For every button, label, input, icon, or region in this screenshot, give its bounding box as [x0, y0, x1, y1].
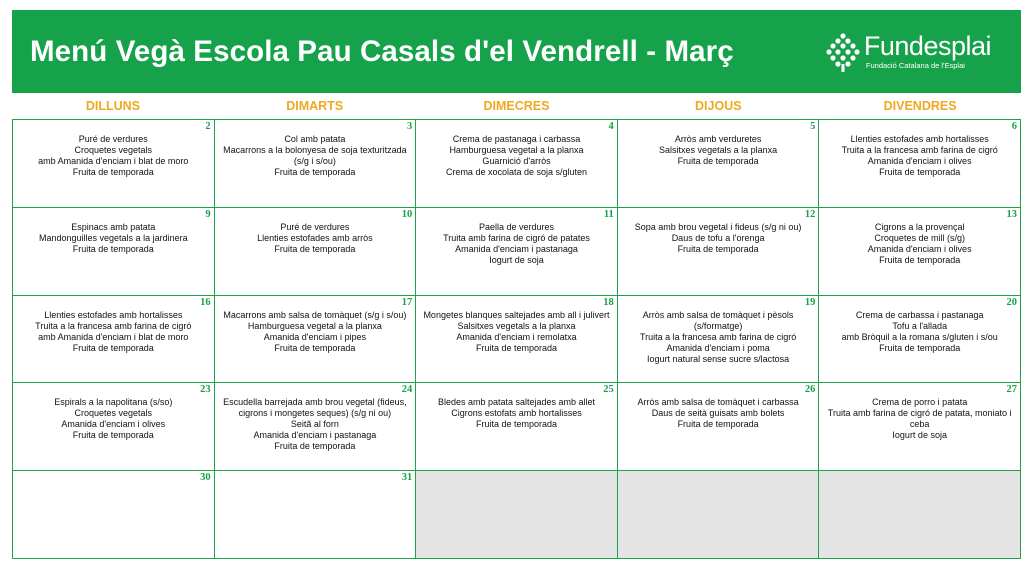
dish-item: Hamburguesa vegetal a la planxa	[247, 320, 382, 331]
day-cell	[819, 208, 1021, 296]
dish-item: Crema de carbassa i pastanaga	[855, 309, 984, 320]
day-cell	[215, 296, 417, 384]
dish-item: Fruita de temporada	[879, 254, 961, 265]
dish-item: Cigrons a la provençal	[874, 221, 965, 232]
day-number: 23	[200, 384, 211, 396]
dish-item: Arròs amb verduretes	[674, 134, 762, 144]
day-number: 30	[200, 472, 211, 484]
dish-item: Amanida d'enciam i olives	[867, 243, 972, 254]
dish-item: Amanida d'enciam i poma	[666, 342, 770, 353]
menu-calendar-grid	[12, 119, 1021, 559]
dish-item: Daus de tofu a l'orenga	[671, 232, 765, 243]
dish-item: Amanida d'enciam i pastanaga	[455, 243, 578, 254]
dish-item: Fruita de temporada	[274, 342, 356, 353]
day-cell	[416, 208, 618, 296]
dish-item: Truita amb farina de cigró de patata, moniato i ceba	[827, 408, 1012, 430]
dish-item: Croquetes vegetals	[74, 408, 153, 419]
dish-item: Truita a la francesa amb farina de cigró	[35, 320, 192, 331]
dish-item: Bledes amb patata saltejades amb allet	[437, 397, 596, 408]
dish-item: Croquetes de mill (s/g)	[874, 232, 965, 243]
day-cell	[618, 296, 820, 384]
weekday-label: DIMARTS	[286, 99, 344, 113]
dish-item: Sopa amb brou vegetal i fideus (s/g ni ou)	[634, 221, 802, 232]
dish-item: Fruita de temporada	[274, 167, 356, 177]
dish-item: Fruita de temporada	[72, 167, 154, 177]
day-number: 25	[603, 384, 614, 396]
dish-item: Iogurt de soja	[892, 430, 947, 441]
page-title: Menú Vegà Escola Pau Casals d'el Vendrell - Març	[30, 34, 734, 68]
dish-item: Espinacs amb patata	[71, 221, 156, 232]
dish-item: Fruita de temporada	[677, 419, 759, 430]
dish-item: Truita a la francesa amb farina de cigró	[841, 145, 998, 155]
day-number: 13	[1006, 208, 1017, 220]
day-number: 9	[205, 208, 211, 220]
day-cell	[13, 208, 215, 296]
day-cell	[416, 383, 618, 471]
dish-item: Iogurt natural sense sucre s/lactosa	[647, 353, 790, 364]
day-cell	[13, 296, 215, 384]
dish-item: Paella de verdures	[478, 221, 555, 232]
day-number: 18	[603, 296, 614, 308]
dish-item: Amanida d'enciam i olives	[867, 156, 972, 166]
dish-item: Fruita de temporada	[475, 419, 558, 430]
dish-item: Cigrons estofats amb hortalisses	[451, 408, 582, 419]
day-number: 20	[1006, 296, 1017, 308]
day-cell	[13, 471, 215, 559]
dish-item: Amanida d'enciam i olives	[61, 419, 166, 430]
day-cell	[416, 296, 618, 384]
logo-name: Fundesplai	[863, 31, 991, 62]
dish-item: Fruita de temporada	[274, 243, 356, 254]
dish-item: Amanida d'enciam i pipes	[263, 331, 367, 342]
day-number: 19	[804, 296, 816, 308]
dish-item: Fruita de temporada	[274, 441, 356, 452]
day-number: 12	[804, 208, 816, 220]
day-cell	[215, 120, 417, 208]
dish-item: Llenties estofades amb hortalisses	[850, 134, 989, 144]
dish-item: Amanida d'enciam i remolatxa	[456, 331, 577, 342]
day-number: 17	[401, 296, 413, 308]
dish-item: Tofu a l'allada	[892, 320, 948, 331]
dish-item: Fruita de temporada	[677, 243, 759, 254]
dish-item: Hamburguesa vegetal a la planxa	[449, 145, 584, 155]
weekday-header-row	[12, 95, 1021, 119]
day-cell	[416, 120, 618, 208]
dish-item: Daus de seità guisats amb bolets	[651, 408, 785, 419]
tree-icon	[824, 32, 862, 72]
empty-day-cell	[618, 471, 820, 559]
dish-item: Crema de pastanaga i carbassa	[452, 134, 581, 144]
day-cell	[215, 471, 417, 559]
dish-item: Iogurt de soja	[489, 254, 544, 265]
day-cell	[618, 120, 820, 208]
dish-item: Macarrons a la bolonyesa de soja texturitzada (s/g i s/ou)	[223, 145, 407, 166]
day-cell	[819, 120, 1021, 208]
dish-item: Col amb patata	[284, 134, 346, 144]
day-cell	[215, 383, 417, 471]
weekday-label: DIVENDRES	[883, 99, 957, 113]
day-number: 31	[401, 472, 413, 484]
dish-item: Guarnició d'arròs	[482, 156, 551, 166]
logo-subtitle: Fundació Catalana de l'Esplai	[865, 61, 965, 71]
dish-item: Escudella barrejada amb brou vegetal (fideus, cigrons i mongetes seques) (s/g ni ou)	[223, 397, 407, 419]
dish-item: Crema de porro i patata	[872, 397, 968, 408]
dish-item: Fruita de temporada	[879, 167, 961, 177]
day-cell	[618, 383, 820, 471]
fundesplai-logo	[824, 32, 991, 72]
day-cell	[13, 383, 215, 471]
day-cell	[618, 208, 820, 296]
dish-item: Fruita de temporada	[72, 430, 154, 441]
dish-item: Crema de xocolata de soja s/gluten	[445, 167, 588, 177]
day-number: 10	[401, 208, 413, 220]
day-cell	[819, 383, 1021, 471]
weekday-label: DILLUNS	[85, 99, 140, 113]
weekday-label: DIJOUS	[695, 99, 742, 113]
day-number: 24	[401, 384, 413, 396]
day-cell	[819, 296, 1021, 384]
day-number: 6	[1011, 121, 1017, 132]
dish-item: Amanida d'enciam i pastanaga	[253, 430, 377, 441]
day-number: 4	[608, 121, 614, 132]
day-cell	[215, 208, 417, 296]
dish-item: amb Bròquil a la romana s/gluten i s/ou	[841, 331, 998, 342]
empty-day-cell	[416, 471, 618, 559]
header-banner	[12, 10, 1021, 93]
day-cell	[13, 120, 215, 208]
dish-item: Mongetes blanques saltejades amb all i julivert	[423, 309, 610, 320]
day-number: 26	[804, 384, 816, 396]
day-number: 2	[205, 121, 211, 132]
dish-item: Llenties estofades amb arròs	[257, 232, 373, 243]
day-number: 5	[810, 121, 816, 132]
weekday-label: DIMECRES	[483, 99, 550, 113]
dish-item: Fruita de temporada	[72, 243, 154, 254]
dish-item: Truita a la francesa amb farina de cigró	[639, 331, 797, 342]
dish-item: amb Amanida d'enciam i blat de moro	[38, 156, 189, 166]
dish-item: Truita amb farina de cigró de patates	[443, 232, 590, 243]
dish-item: Puré de verdures	[78, 134, 148, 144]
dish-item: Fruita de temporada	[475, 342, 558, 353]
day-number: 3	[406, 121, 413, 132]
empty-day-cell	[819, 471, 1021, 559]
dish-item: Salsitxes vegetals a la planxa	[457, 320, 576, 331]
dish-item: Fruita de temporada	[879, 342, 961, 353]
day-number: 11	[603, 208, 614, 220]
day-number: 16	[200, 296, 211, 308]
dish-item: Llenties estofades amb hortalisses	[44, 309, 183, 320]
dish-item: amb Amanida d'enciam i blat de moro	[38, 331, 189, 342]
dish-item: Fruita de temporada	[72, 342, 154, 353]
dish-item: Puré de verdures	[280, 221, 350, 232]
dish-item: Salsitxes vegetals a la planxa	[659, 145, 778, 155]
dish-item: Arròs amb salsa de tomàquet i pèsols (s/formatge)	[642, 309, 794, 331]
day-number: 27	[1006, 384, 1017, 396]
dish-item: Croquetes vegetals	[74, 145, 153, 155]
dish-item: Arròs amb salsa de tomàquet i carbassa	[637, 397, 799, 408]
dish-item: Mandonguilles vegetals a la jardinera	[39, 232, 188, 243]
dish-item: Espirals a la napolitana (s/so)	[54, 397, 173, 408]
dish-item: Macarrons amb salsa de tomàquet (s/g i s/ou)	[223, 309, 407, 320]
dish-item: Seitã al forn	[290, 419, 339, 430]
dish-item: Fruita de temporada	[677, 156, 759, 166]
